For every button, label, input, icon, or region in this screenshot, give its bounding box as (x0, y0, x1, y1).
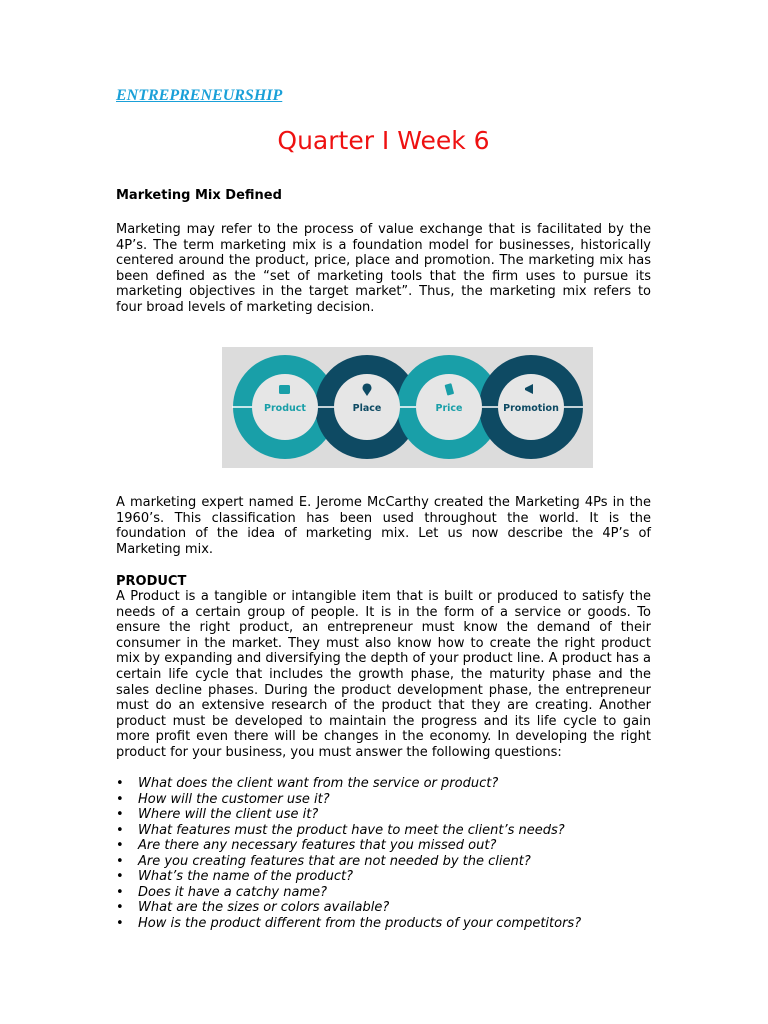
section-heading-marketing-mix: Marketing Mix Defined (116, 188, 282, 203)
label-price: Price (435, 403, 463, 414)
list-item (116, 776, 651, 792)
question-text: What’s the name of the product? (138, 869, 353, 884)
product-paragraph: A Product is a tangible or intangible item that is built or produced to satisfy the needs of a certain group of people. It is in the form of a service or goods. To ensure the right product, an entrepreneur must know the demand of their consumer in the market. They must also know how to create the right product mix by expanding and diversifying the depth of your product line. A product has a certain life cycle that includes the growth phase, the maturity phase and the sales decline phases. During the product development phase, the entrepreneur must do an extensive research of the product that they are creating. Another product must be developed to maintain the progress and its life cycle to gain more profit even there will be changes in the economy. In developing the right product for your business, you must answer the following questions: (116, 589, 651, 760)
marketing-4ps-figure (222, 347, 593, 468)
marketing-4ps-diagram (222, 347, 593, 468)
marketing-mix-paragraph: Marketing may refer to the process of value exchange that is facilitated by the 4P’s. The term marketing mix is a foundation model for businesses, historically centered around the product, price, place and promotion. The marketing mix has been defined as the “set of marketing tools that the firm uses to pursue its marketing objectives in the target market”. Thus, the marketing mix refers to four broad levels of marketing decision. (116, 222, 651, 315)
list-item (116, 916, 651, 932)
bullet-icon: • (116, 869, 124, 884)
question-text: What does the client want from the service or product? (138, 776, 499, 791)
bullet-icon: • (116, 807, 124, 822)
bullet-icon: • (116, 915, 124, 931)
question-text: What features must the product have to meet the client’s needs? (138, 822, 565, 838)
list-item (116, 838, 651, 854)
product-questions-list (116, 776, 651, 931)
subject-heading: ENTREPRENEURSHIP (116, 87, 283, 104)
list-item (116, 900, 651, 916)
question-text: Are you creating features that are not needed by the client? (138, 853, 531, 869)
list-item (116, 885, 651, 901)
bullet-icon: • (116, 791, 124, 807)
list-item (116, 807, 651, 823)
question-text: How will the customer use it? (138, 791, 330, 807)
list-item (116, 854, 651, 870)
bullet-icon: • (116, 853, 124, 869)
question-text: What are the sizes or colors available? (138, 900, 390, 915)
bullet-icon: • (116, 838, 124, 853)
list-item (116, 792, 651, 808)
label-place: Place (352, 403, 382, 414)
section-heading-product: PRODUCT (116, 574, 187, 589)
product-icon (279, 385, 290, 394)
question-text: How is the product different from the products of your competitors? (138, 915, 582, 931)
list-item (116, 823, 651, 839)
label-product: Product (264, 403, 306, 414)
bullet-icon: • (116, 776, 124, 791)
question-text: Are there any necessary features that you missed out? (138, 838, 497, 853)
page-title: Quarter I Week 6 (277, 126, 490, 155)
question-text: Where will the client use it? (138, 807, 319, 822)
label-promotion: Promotion (503, 403, 559, 414)
bullet-icon: • (116, 822, 124, 838)
bullet-icon: • (116, 900, 124, 915)
list-item (116, 869, 651, 885)
mccarthy-paragraph: A marketing expert named E. Jerome McCarthy created the Marketing 4Ps in the 1960’s. This classification has been used throughout the world. It is the foundation of the idea of marketing mix. Let us now describe the 4P’s of Marketing mix. (116, 495, 651, 557)
bullet-icon: • (116, 884, 124, 900)
question-text: Does it have a catchy name? (138, 884, 328, 900)
